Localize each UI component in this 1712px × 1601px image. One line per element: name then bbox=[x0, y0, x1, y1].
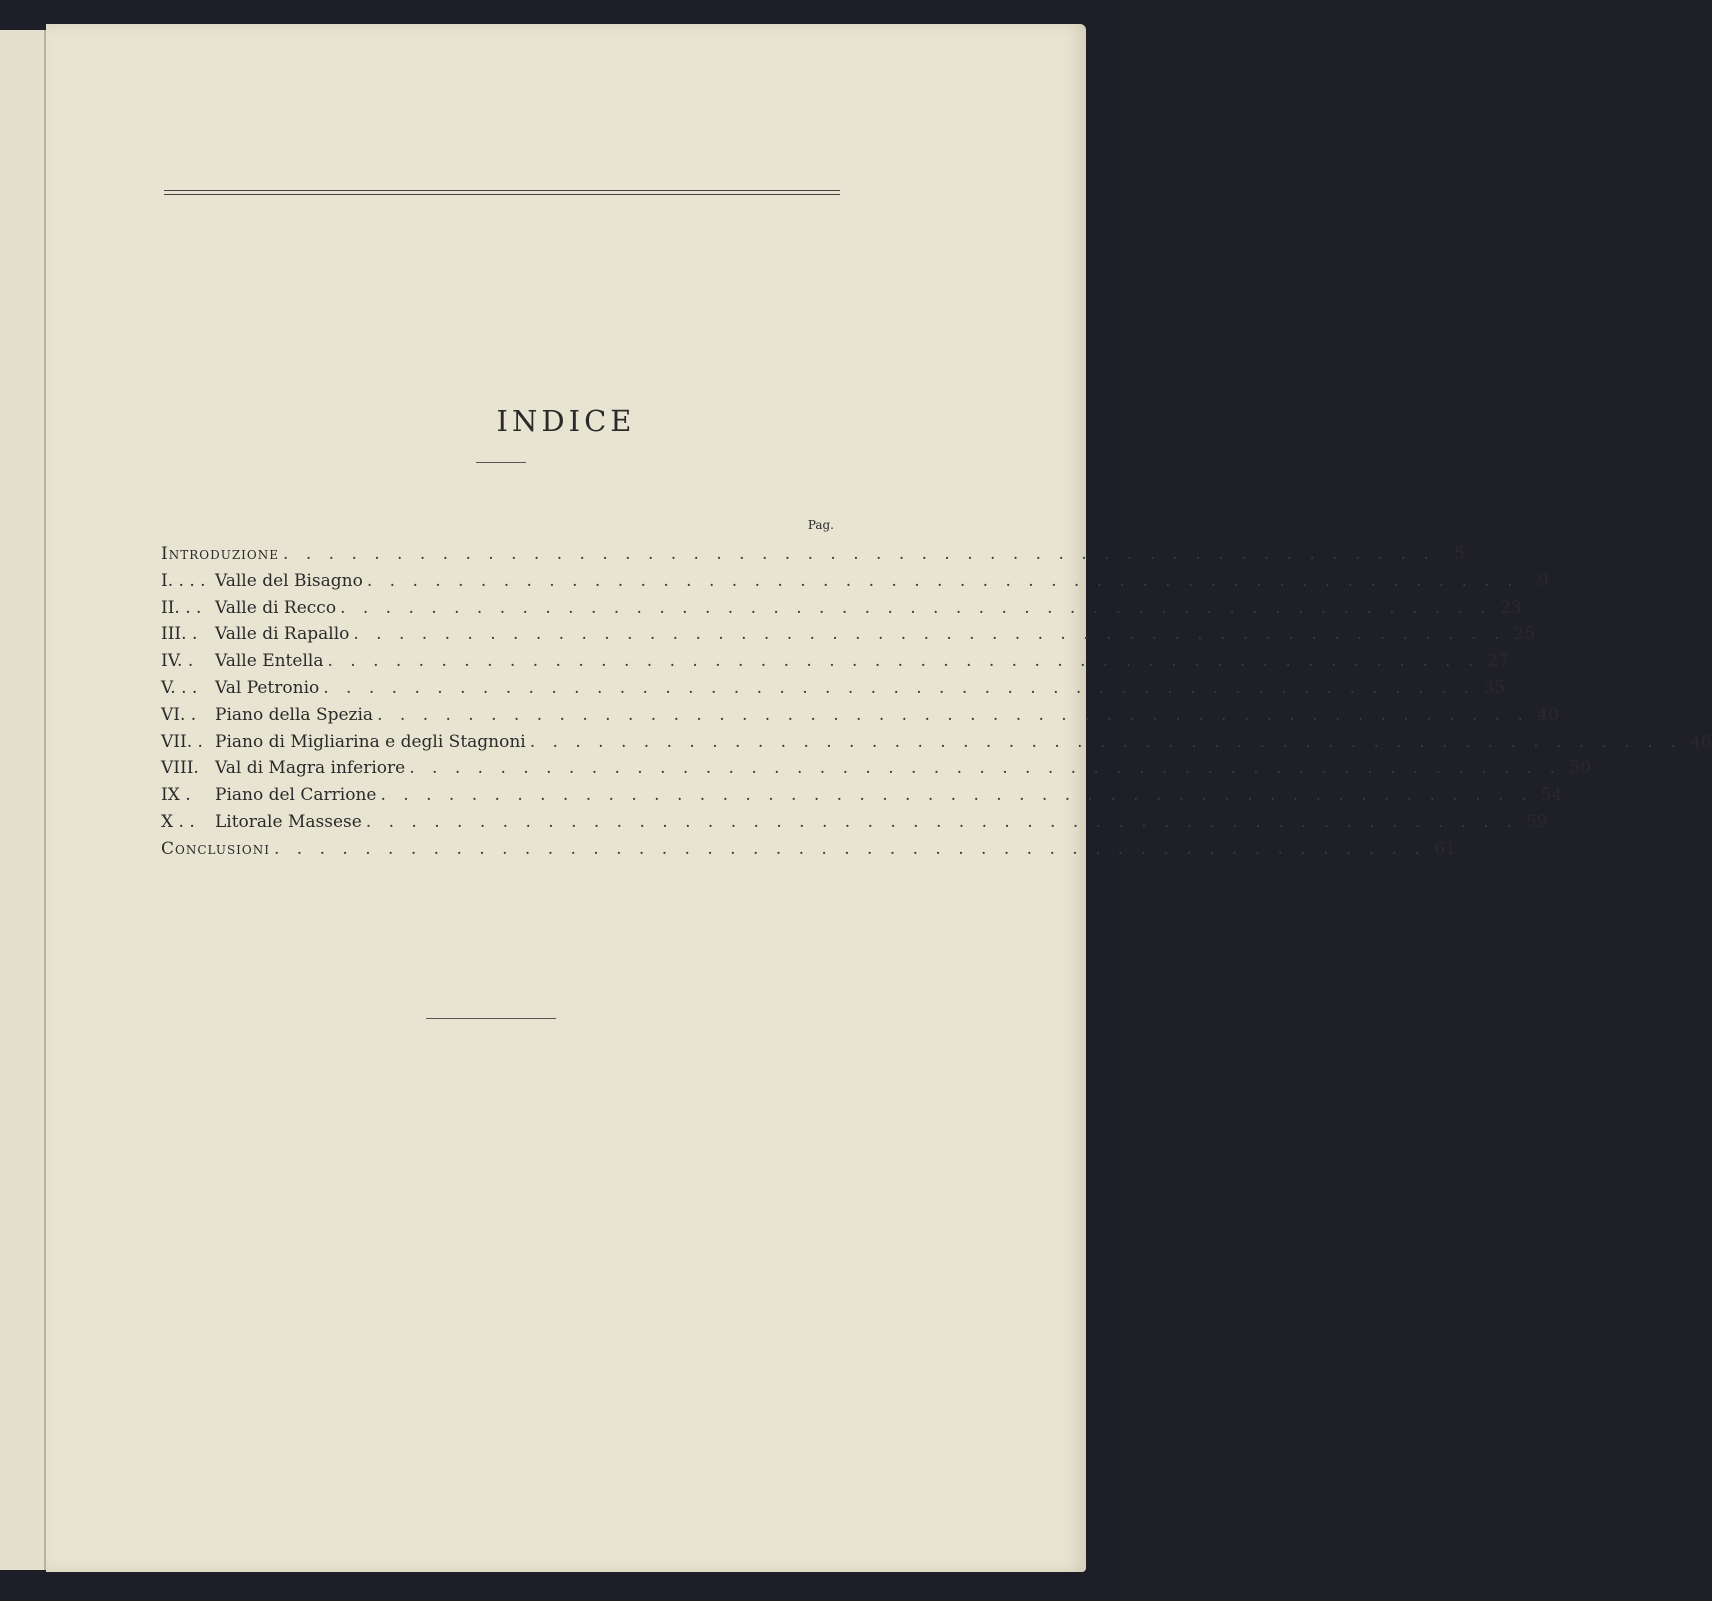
toc-entry-label: Val Petronio bbox=[215, 677, 320, 698]
toc-leader-dots: . . . . . . . . . . . . . . . . . . . . . . . . . . . . . . . . . . . . . . . . . . . . . . . . . . . bbox=[323, 677, 1476, 698]
toc-leader-dots: . . . . . . . . . . . . . . . . . . . . . . . . . . . . . . . . . . . . . . . . . . . . . . . . . . . bbox=[353, 624, 1506, 645]
toc-entry bbox=[161, 677, 1506, 705]
toc-leader-dots: . . . . . . . . . . . . . . . . . . . . . . . . . . . . . . . . . . . . . . . . . . . . . . . . . . . bbox=[365, 811, 1518, 832]
toc-entry-label: Valle di Rapallo bbox=[215, 624, 350, 645]
book-page bbox=[46, 24, 1712, 1572]
toc-entry bbox=[161, 544, 1465, 571]
toc-entry-page: 25 bbox=[1513, 624, 1536, 645]
toc-entry-label: Valle del Bisagno bbox=[215, 570, 363, 591]
toc-leader-dots: . . . . . . . . . . . . . . . . . . . . . . . . . . . . . . . . . . . . . . . . . . . . . . . . . . . bbox=[340, 597, 1492, 618]
top-double-rule bbox=[164, 190, 840, 195]
toc-entry bbox=[161, 758, 1592, 785]
toc-entry-label: Conclusioni bbox=[161, 838, 270, 859]
toc-entry-number: II. . . bbox=[161, 597, 202, 618]
toc-entry-label: Valle di Recco bbox=[215, 597, 337, 618]
toc-leader-dots: . . . . . . . . . . . . . . . . . . . . . . . . . . . . . . . . . . . . . . . . . . . . . . . . . . . bbox=[377, 704, 1529, 725]
toc-entry bbox=[161, 811, 1548, 839]
table-of-contents bbox=[161, 544, 1712, 866]
toc-leader-dots: . . . . . . . . . . . . . . . . . . . . . . . . . . . . . . . . . . . . . . . . . . . . . . . . . . . bbox=[380, 785, 1533, 806]
toc-entry-number: VIII. bbox=[161, 758, 199, 779]
page-column-header: Pag. bbox=[807, 518, 834, 532]
toc-entry-page: 54 bbox=[1540, 785, 1563, 806]
toc-entry-label: Piano del Carrione bbox=[215, 785, 377, 806]
toc-entry bbox=[161, 597, 1522, 625]
toc-leader-dots: . . . . . . . . . . . . . . . . . . . . . . . . . . . . . . . . . . . . . . . . . . . . . . . . . . . bbox=[529, 731, 1682, 752]
toc-entry bbox=[161, 785, 1563, 812]
toc-entry-page: 46 bbox=[1689, 731, 1712, 752]
toc-entry-label: Piano di Migliarina e degli Stagnoni bbox=[215, 731, 526, 752]
toc-entry-page: 59 bbox=[1525, 811, 1548, 832]
toc-entry-number: IV. . bbox=[161, 651, 194, 672]
toc-entry-page: 23 bbox=[1500, 597, 1522, 618]
toc-leader-dots: . . . . . . . . . . . . . . . . . . . . . . . . . . . . . . . . . . . . . . . . . . . . . . . . . . . bbox=[274, 838, 1426, 859]
left-page-edge bbox=[0, 30, 46, 1570]
toc-entry bbox=[161, 651, 1510, 678]
toc-entry-page: 27 bbox=[1487, 651, 1510, 672]
toc-entry bbox=[161, 704, 1559, 732]
toc-leader-dots: . . . . . . . . . . . . . . . . . . . . . . . . . . . . . . . . . . . . . . . . . . . . . . . . . . . bbox=[327, 651, 1480, 672]
toc-entry-label: Valle Entella bbox=[215, 651, 324, 672]
toc-entry-number: VII. . bbox=[161, 731, 203, 752]
title-underline bbox=[476, 462, 526, 463]
toc-entry-page: 61 bbox=[1434, 838, 1456, 859]
toc-entry bbox=[161, 570, 1549, 598]
toc-entry-number: X . . bbox=[161, 811, 195, 832]
toc-entry-label: Introduzione bbox=[161, 544, 280, 564]
toc-entry bbox=[161, 731, 1712, 759]
toc-entry-label: Piano della Spezia bbox=[215, 704, 374, 725]
toc-leader-dots: . . . . . . . . . . . . . . . . . . . . . . . . . . . . . . . . . . . . . . . . . . . . . . . . . . . bbox=[366, 570, 1519, 591]
toc-entry-page: 40 bbox=[1537, 704, 1559, 725]
page-title: INDICE bbox=[496, 404, 636, 438]
toc-entry-page: 50 bbox=[1569, 758, 1592, 779]
toc-entry-number: IX . bbox=[161, 785, 191, 806]
toc-leader-dots: . . . . . . . . . . . . . . . . . . . . . . . . . . . . . . . . . . . . . . . . . . . . . . . . . . . bbox=[283, 544, 1435, 564]
toc-entry bbox=[161, 838, 1456, 866]
toc-entry bbox=[161, 624, 1536, 651]
toc-entry-number: III. . bbox=[161, 624, 198, 645]
toc-leader-dots: . . . . . . . . . . . . . . . . . . . . . . . . . . . . . . . . . . . . . . . . . . . . . . . . . . . bbox=[409, 758, 1562, 779]
toc-entry-page: 5 bbox=[1453, 544, 1465, 564]
toc-entry-label: Val di Magra inferiore bbox=[215, 758, 406, 779]
toc-entry-number: V. . . bbox=[161, 677, 198, 698]
toc-entry-label: Litorale Massese bbox=[215, 811, 362, 832]
toc-entry-page: 9 bbox=[1537, 570, 1549, 591]
toc-entry-page: 35 bbox=[1483, 677, 1506, 698]
toc-entry-number: VI. . bbox=[161, 704, 197, 725]
bottom-rule bbox=[426, 1018, 556, 1019]
toc-entry-number: I. . . . bbox=[161, 570, 206, 591]
